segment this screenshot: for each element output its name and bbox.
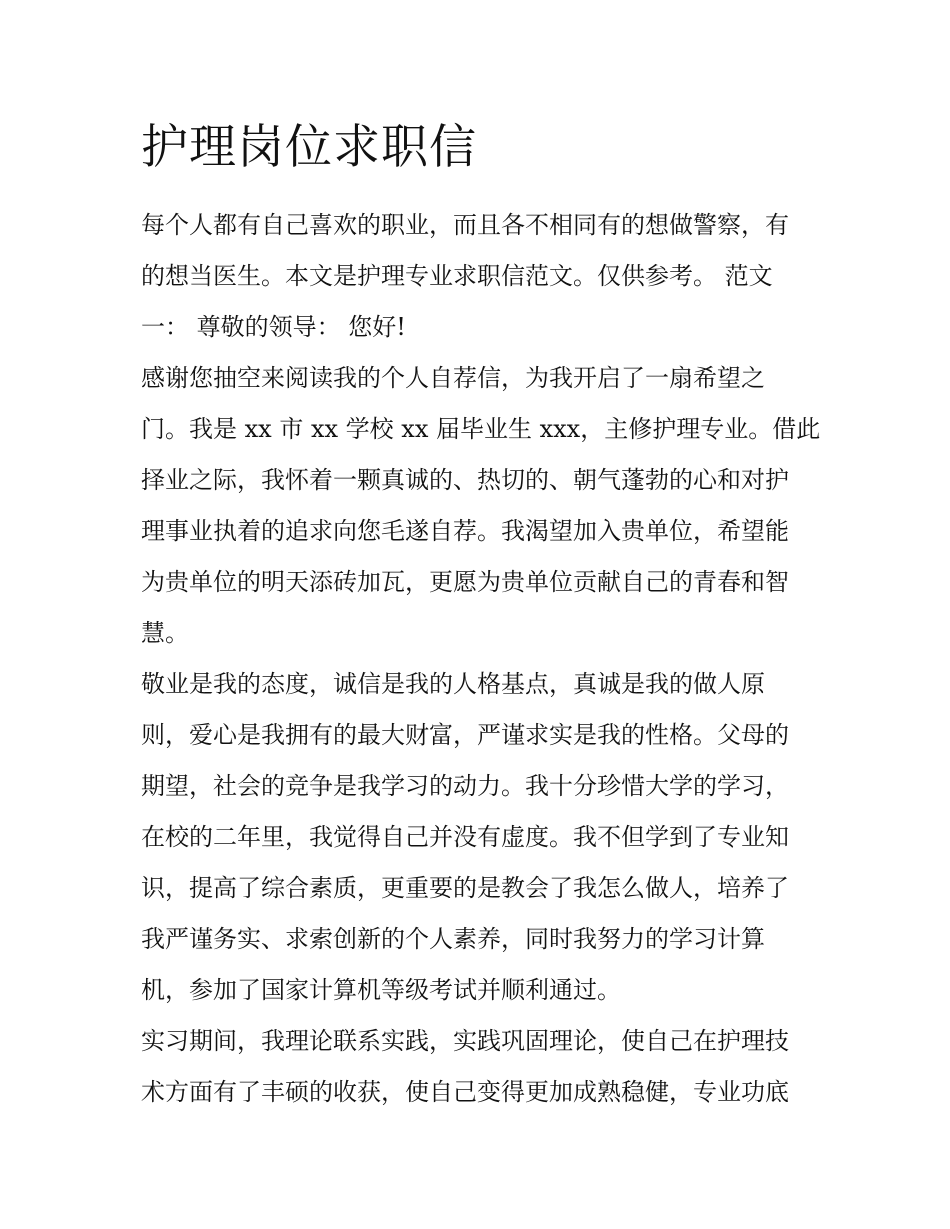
text-line: 则，爱心是我拥有的最大财富，严谨求实是我的性格。父母的 — [141, 721, 789, 749]
text-line: 门。我是 xx 市 xx 学校 xx 届毕业生 xxx，主修护理专业。借此 — [141, 415, 821, 443]
paragraph-internship — [141, 1016, 813, 1118]
text-line: 在校的二年里，我觉得自己并没有虚度。我不但学到了专业知 — [141, 823, 789, 851]
document-title: 护理岗位求职信 — [141, 120, 477, 175]
text-line: 理事业执着的追求向您毛遂自荐。我渴望加入贵单位，希望能 — [141, 517, 789, 545]
text-line: 为贵单位的明天添砖加瓦，更愿为贵单位贡献自己的青春和智 — [141, 568, 789, 596]
text-line: 机，参加了国家计算机等级考试并顺利通过。 — [141, 976, 621, 1004]
text-line: 择业之际，我怀着一颗真诚的、热切的、朝气蓬勃的心和对护 — [141, 466, 789, 494]
text-line: 实习期间，我理论联系实践，实践巩固理论，使自己在护理技 — [141, 1027, 789, 1055]
text-line: 我严谨务实、求索创新的个人素养，同时我努力的学习计算 — [141, 925, 765, 953]
text-line: 识，提高了综合素质，更重要的是教会了我怎么做人，培养了 — [141, 874, 789, 902]
text-line: 期望，社会的竞争是我学习的动力。我十分珍惜大学的学习， — [141, 772, 789, 800]
text-line: 敬业是我的态度，诚信是我的人格基点，真诚是我的做人原 — [141, 670, 765, 698]
document-body — [141, 112, 821, 1118]
paragraph-character — [141, 659, 813, 1016]
paragraph-self-recommendation — [141, 353, 821, 659]
text-line: 术方面有了丰硕的收获，使自己变得更加成熟稳健，专业功底 — [141, 1078, 789, 1106]
text-line: 每个人都有自己喜欢的职业，而且各不相同有的想做警察，有 — [141, 211, 789, 239]
paragraph-intro — [141, 200, 813, 353]
text-line: 的想当医生。本文是护理专业求职信范文。仅供参考。 范文 — [141, 262, 773, 290]
text-line: 慧。 — [141, 619, 189, 647]
text-line: 感谢您抽空来阅读我的个人自荐信，为我开启了一扇希望之 — [141, 364, 765, 392]
text-line: 一： 尊敬的领导： 您好! — [141, 313, 406, 341]
